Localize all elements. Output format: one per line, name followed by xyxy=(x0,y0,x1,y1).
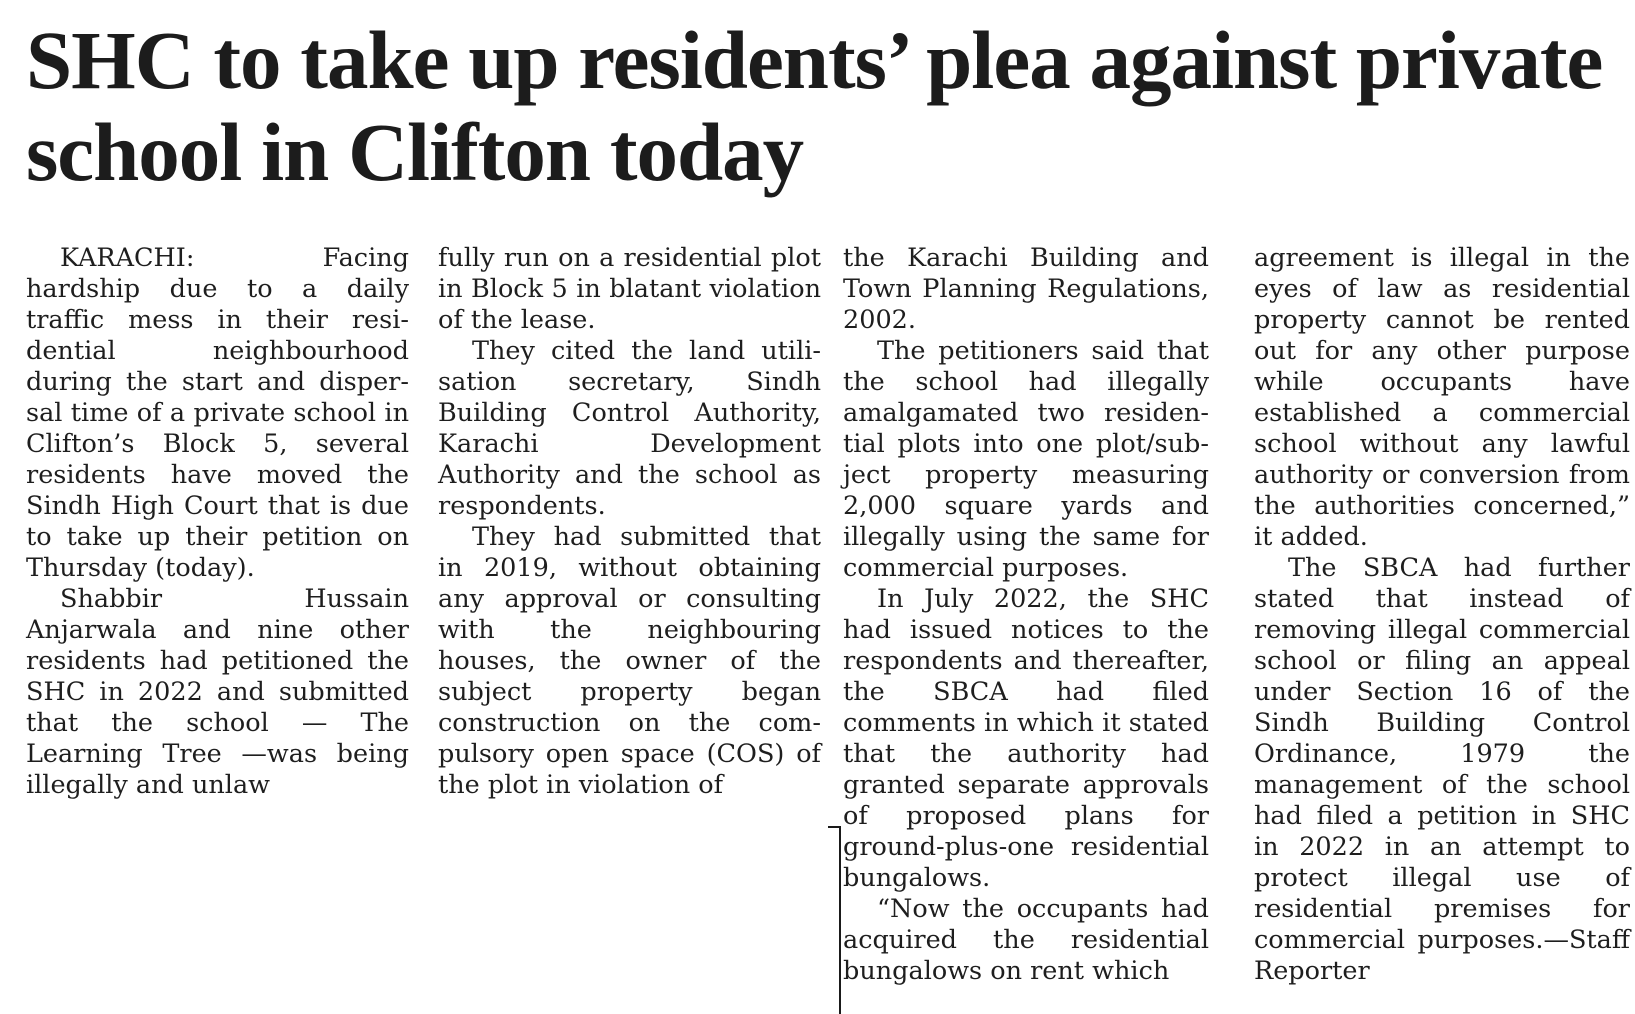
article-paragraph: “Now the occupants had acquired the residential bungalows on rent which xyxy=(843,894,1209,986)
article-column-3 xyxy=(843,243,1209,987)
article-paragraph: The petitioners said that the school had illegally amalgamated two residential plots into one plot/subject property measuring 2,000 square yards and illegally using the same for commercial purposes. xyxy=(843,336,1209,583)
article-paragraph: In July 2022, the SHC had issued notices to the respondents and thereafter, the SBCA had filed comments in which it stated that the authority had granted separate approvals of proposed plans for ground-plus-one residential bungalows. xyxy=(843,584,1209,893)
article-column-4 xyxy=(1254,243,1630,987)
article-paragraph-continued: agreement is illegal in the eyes of law as residential property cannot be rented out for any other purpose while occupants have established a commercial school without any lawful authority or conversion from the authorities concerned,” it added. xyxy=(1254,243,1630,552)
column-rule xyxy=(839,826,841,1014)
article-paragraph: They had submitted that in 2019, without obtaining any approval or consulting with the neighbouring houses, the owner of the subject property began construction on the compulsory open space (COS) of the plot in violation of xyxy=(438,522,821,800)
article-paragraph: The SBCA had further stated that instead of removing illegal commercial school or filing an appeal under Section 16 of the Sindh Building Control Ordinance, 1979 the management of the school had filed a petition in SHC in 2022 in an attempt to protect illegal use of residential premises for commercial purposes.—Staff Reporter xyxy=(1254,553,1630,986)
article-paragraph: They cited the land utilisation secretary, Sindh Building Control Authority, Karachi Development Authority and the school as respondents. xyxy=(438,336,821,521)
article-column-1 xyxy=(26,243,409,801)
article-paragraph: Shabbir Hussain Anjarwala and nine other residents had petitioned the SHC in 2022 and submitted that the school — The Learning Tree —was being illegally and unlaw xyxy=(26,584,409,800)
article-paragraph-continued: the Karachi Building and Town Planning Regulations, 2002. xyxy=(843,243,1209,335)
article-paragraph: KARACHI: Facing hardship due to a daily traffic mess in their residential neighbourhood during the start and dispersal time of a private school in Clifton’s Block 5, several residents have moved the Sindh High Court that is due to take up their petition on Thursday (today). xyxy=(26,243,409,583)
article-headline: SHC to take up residents’ plea against private school in Clifton today xyxy=(26,14,1603,198)
article-column-2 xyxy=(438,243,821,801)
article-paragraph-continued: fully run on a residential plot in Block 5 in blatant violation of the lease. xyxy=(438,243,821,335)
